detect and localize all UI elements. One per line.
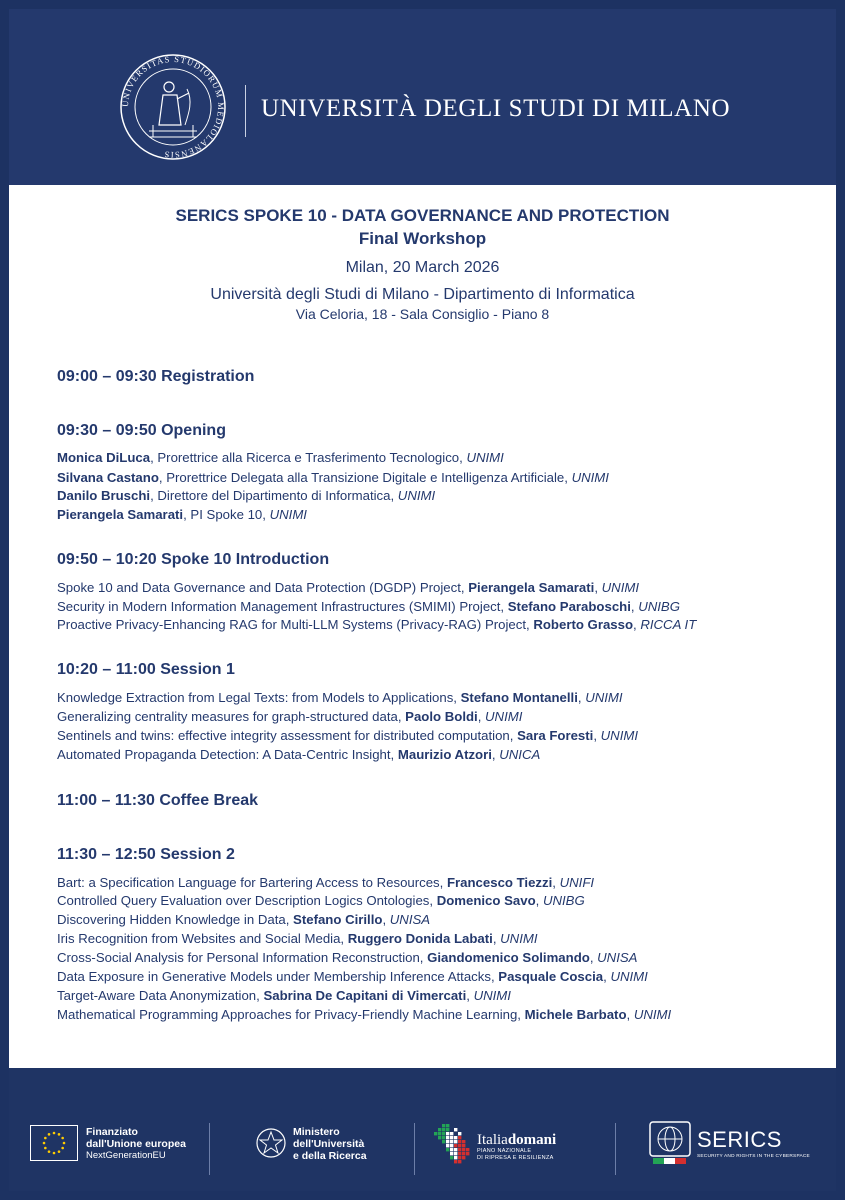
mosaic-pixel [454,1128,457,1131]
university-name: UNIVERSITÀ DEGLI STUDI DI MILANO [261,95,731,122]
list-item: Security in Modern Information Management Infrastructures (SMIMI) Project, Stefano Paraboschi, UNIBG [57,599,680,614]
event-title: SERICS SPOKE 10 - DATA GOVERNANCE AND PROTECTION [175,206,670,225]
eu-star-icon [63,1142,66,1145]
list-item: Pierangela Samarati, PI Spoke 10, UNIMI [57,507,307,522]
footer-divider [615,1123,616,1175]
mosaic-pixel [438,1128,441,1131]
list-item: Data Exposure in Generative Models under Membership Inference Attacks, Pasquale Coscia, UNIMI [57,969,648,984]
header-divider [245,85,246,137]
mosaic-pixel [458,1136,461,1139]
mosaic-pixel [438,1132,441,1135]
mosaic-pixel [458,1156,461,1159]
mosaic-pixel [454,1144,457,1147]
mosaic-pixel [466,1148,469,1151]
mosaic-pixel [454,1148,457,1151]
footer-divider [414,1123,415,1175]
eu-star-icon [53,1152,56,1155]
mosaic-pixel [446,1140,449,1143]
ministry-text: Ministero dell'Università e della Ricerca [293,1126,367,1162]
mosaic-pixel [458,1140,461,1143]
eu-star-icon [48,1133,51,1136]
list-item: Proactive Privacy-Enhancing RAG for Multi-LLM Systems (Privacy-RAG) Project, Roberto Grasso, RICCA IT [57,617,697,632]
mosaic-pixel [466,1152,469,1155]
list-item: Spoke 10 and Data Governance and Data Protection (DGDP) Project, Pierangela Samarati, UNIMI [57,580,640,595]
event-date: Milan, 20 March 2026 [345,259,500,276]
mosaic-pixel [454,1152,457,1155]
mosaic-pixel [454,1140,457,1143]
eu-star-icon [44,1147,47,1150]
mosaic-pixel [458,1160,461,1163]
mosaic-pixel [462,1144,465,1147]
list-item: Monica DiLuca, Prorettrice alla Ricerca e Trasferimento Tecnologico, UNIMI [57,450,504,465]
mosaic-pixel [450,1144,453,1147]
mosaic-pixel [462,1148,465,1151]
mosaic-pixel [446,1132,449,1135]
mosaic-pixel [450,1156,453,1159]
list-item: Danilo Bruschi, Direttore del Dipartimento di Informatica, UNIMI [57,488,436,503]
mosaic-pixel [442,1132,445,1135]
university-seal-logo [119,53,227,161]
mosaic-pixel [442,1140,445,1143]
italian-emblem-icon [255,1126,287,1160]
mosaic-pixel [442,1128,445,1131]
mosaic-pixel [458,1152,461,1155]
content-panel [9,185,836,1068]
serics-tagline: SECURITY AND RIGHTS IN THE CYBERSPACE [697,1154,810,1159]
list-item: Mathematical Programming Approaches for Privacy-Friendly Machine Learning, Michele Barbato, UNIMI [57,1007,672,1022]
eu-flag-icon [30,1125,78,1161]
eu-star-icon [44,1137,47,1140]
list-item: Controlled Query Evaluation over Description Logics Ontologies, Domenico Savo, UNIBG [57,893,585,908]
mosaic-pixel [450,1148,453,1151]
mosaic-pixel [454,1160,457,1163]
mosaic-pixel [446,1148,449,1151]
mosaic-pixel [450,1132,453,1135]
section-title: 09:30 – 09:50 Opening [57,422,226,439]
mosaic-pixel [442,1136,445,1139]
italia-domani-pixel-icon [434,1124,474,1166]
mosaic-pixel [454,1136,457,1139]
eu-star-icon [43,1142,46,1145]
mosaic-pixel [446,1136,449,1139]
list-item: Bart: a Specification Language for Bartering Access to Resources, Francesco Tiezzi, UNIFI [57,875,595,890]
mosaic-pixel [450,1140,453,1143]
mosaic-pixel [458,1144,461,1147]
eu-star-icon [61,1137,64,1140]
mosaic-pixel [438,1136,441,1139]
list-item: Iris Recognition from Websites and Social Media, Ruggero Donida Labati, UNIMI [57,931,538,946]
list-item: Discovering Hidden Knowledge in Data, Stefano Cirillo, UNISA [57,912,431,927]
footer-logos [9,1068,836,1191]
list-item: Sentinels and twins: effective integrity assessment for distributed computation, Sara Foresti, UNIMI [57,728,639,743]
mosaic-pixel [434,1132,437,1135]
list-item: Automated Propaganda Detection: A Data-Centric Insight, Maurizio Atzori, UNICA [57,747,541,762]
list-item: Target-Aware Data Anonymization, Sabrina De Capitani di Vimercati, UNIMI [57,988,511,1003]
eu-star-icon [48,1150,51,1153]
section-title: 11:00 – 11:30 Coffee Break [57,792,259,809]
section-title: 09:50 – 10:20 Spoke 10 Introduction [57,551,330,568]
footer-divider [209,1123,210,1175]
event-venue: Università degli Studi di Milano - Dipartimento di Informatica [210,286,635,303]
italia-domani-text: Italiadomani PIANO NAZIONALE DI RIPRESA E RESILIENZA [477,1132,557,1161]
mosaic-pixel [454,1156,457,1159]
mosaic-pixel [462,1152,465,1155]
mosaic-pixel [442,1124,445,1127]
mosaic-pixel [458,1148,461,1151]
section-title: 11:30 – 12:50 Session 2 [57,846,235,863]
event-subtitle: Final Workshop [358,229,487,248]
list-item: Cross-Social Analysis for Personal Information Reconstruction, Giandomenico Solimando, UNISA [57,950,638,965]
event-address: Via Celoria, 18 - Sala Consiglio - Piano 8 [295,306,550,322]
list-item: Generalizing centrality measures for graph-structured data, Paolo Boldi, UNIMI [57,709,523,724]
eu-star-icon [58,1150,61,1153]
eu-star-icon [61,1147,64,1150]
mosaic-pixel [450,1136,453,1139]
header-banner [9,9,836,185]
serics-globe-icon [649,1120,691,1168]
eu-star-icon [58,1133,61,1136]
list-item: Silvana Castano, Prorettrice Delegata alla Transizione Digitale e Intelligenza Artificiale, UNIMI [57,470,609,485]
mosaic-pixel [446,1128,449,1131]
eu-star-icon [53,1132,56,1135]
mosaic-pixel [446,1124,449,1127]
mosaic-pixel [462,1140,465,1143]
mosaic-pixel [462,1156,465,1159]
section-title: 09:00 – 09:30 Registration [57,368,255,385]
list-item: Knowledge Extraction from Legal Texts: from Models to Applications, Stefano Montanelli, UNIMI [57,690,623,705]
mosaic-pixel [446,1144,449,1147]
mosaic-pixel [450,1152,453,1155]
mosaic-pixel [458,1132,461,1135]
section-title: 10:20 – 11:00 Session 1 [57,661,235,678]
svg-text:UNIVERSITAS STUDIORUM MEDIOLAN: UNIVERSITAS STUDIORUM MEDIOLANENSIS [119,53,227,161]
eu-funding-text: Finanziato dall'Unione europea NextGenerationEU [86,1126,186,1161]
serics-name: SERICS [697,1127,782,1152]
